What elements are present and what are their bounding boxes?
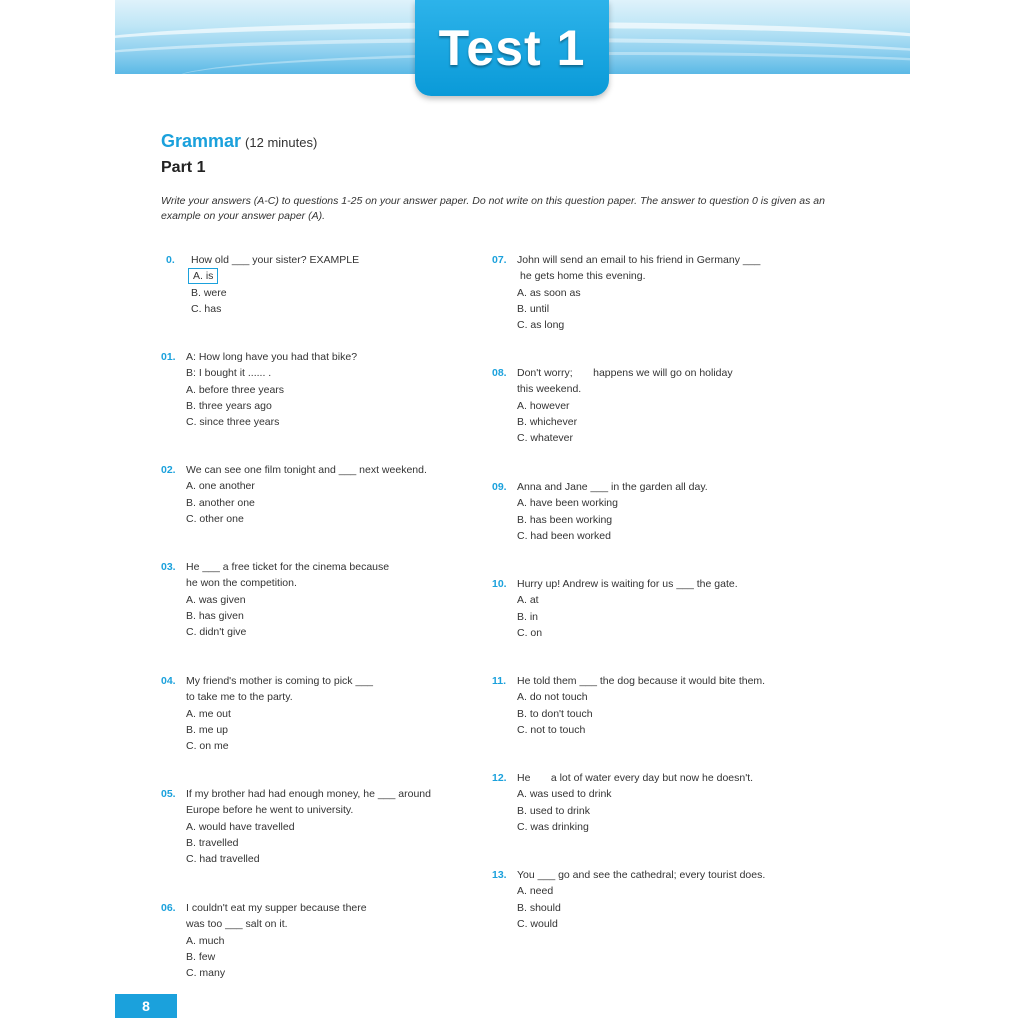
question-text: You ___ go and see the cathedral; every tourist does. <box>517 869 766 881</box>
question-number: 12. <box>492 772 507 784</box>
answer-option: C. as long <box>517 319 565 332</box>
question-item <box>161 900 367 981</box>
question-number: 0. <box>166 254 175 266</box>
test-title: Test 1 <box>438 20 586 76</box>
answer-option: A. one another <box>186 480 255 493</box>
question-number: 09. <box>492 481 507 493</box>
answer-option: C. has <box>191 302 222 315</box>
question-number: 11. <box>492 675 507 687</box>
answer-option: C. whatever <box>517 432 574 445</box>
question-text: was too ___ salt on it. <box>186 918 288 931</box>
question-text: How old ___ your sister? EXAMPLE <box>191 254 360 266</box>
answer-option: C. not to touch <box>517 723 586 736</box>
answer-option: A. was given <box>186 593 246 606</box>
section-title: Grammar <box>161 131 242 151</box>
answer-option: B. should <box>517 901 561 914</box>
answer-option: B. three years ago <box>186 399 272 412</box>
question-item <box>492 867 765 932</box>
instructions: Write your answers (A-C) to questions 1-25 on your answer paper. Do not write on this question paper. The answer to question 0 is given as an example on your answer paper (A). <box>161 195 825 222</box>
section-heading <box>161 131 317 152</box>
answer-option: B. were <box>191 286 227 299</box>
question-item <box>161 559 389 640</box>
answer-option: A. need <box>517 885 554 898</box>
answer-option: B. used to drink <box>517 804 590 817</box>
question-text: he won the competition. <box>186 577 297 590</box>
question-text: If my brother had had enough money, he ___ around <box>186 788 431 800</box>
question-text: B: I bought it ...... . <box>186 367 272 380</box>
question-number: 01. <box>161 351 176 363</box>
answer-option: C. since three years <box>186 416 280 429</box>
answer-option: A. before three years <box>186 383 285 396</box>
question-text: My friend's mother is coming to pick ___ <box>186 675 373 687</box>
answer-option: C. on <box>517 626 543 639</box>
question-text: John will send an email to his friend in Germany ___ <box>517 254 761 266</box>
answer-option: B. in <box>517 610 539 623</box>
answer-option: C. had been worked <box>517 529 611 542</box>
question-item <box>161 462 427 527</box>
question-item <box>492 576 738 641</box>
example-answer-box: A. is <box>188 268 218 284</box>
answer-option: A. at <box>517 594 539 607</box>
question-item <box>161 349 357 430</box>
question-number: 13. <box>492 869 507 881</box>
test-title-box <box>415 0 609 96</box>
answer-option: A. do not touch <box>517 691 588 704</box>
answer-option: C. had travelled <box>186 853 260 866</box>
answer-option: B. whichever <box>517 415 578 428</box>
question-text: Hurry up! Andrew is waiting for us ___ the gate. <box>517 578 738 590</box>
question-number: 02. <box>161 464 176 476</box>
question-number: 05. <box>161 788 176 800</box>
question-text: He ___ a free ticket for the cinema because <box>186 561 390 573</box>
answer-option: A. much <box>186 934 225 947</box>
question-number: 08. <box>492 367 507 379</box>
question-item <box>492 252 760 333</box>
section-duration: (12 minutes) <box>245 135 318 150</box>
question-text: Don't worry; happens we will go on holiday <box>517 367 733 379</box>
question-number: 04. <box>161 675 176 687</box>
question-item <box>492 479 708 544</box>
answer-option: C. other one <box>186 512 244 525</box>
question-item <box>161 673 373 754</box>
page-number: 8 <box>115 994 177 1018</box>
question-text: I couldn't eat my supper because there <box>186 902 367 914</box>
question-text: Anna and Jane ___ in the garden all day. <box>517 481 708 493</box>
question-text: A: How long have you had that bike? <box>186 351 358 363</box>
question-number: 07. <box>492 254 507 266</box>
answer-option: C. many <box>186 967 226 980</box>
answer-option: A. have been working <box>517 497 618 510</box>
question-text: Europe before he went to university. <box>186 804 354 817</box>
answer-option: B. to don't touch <box>517 707 593 720</box>
question-item <box>161 786 431 867</box>
answer-option: A. was used to drink <box>517 788 612 801</box>
answer-option: C. was drinking <box>517 820 589 833</box>
question-item <box>492 673 765 738</box>
question-number: 10. <box>492 578 507 590</box>
answer-option: B. has given <box>186 609 244 622</box>
answer-option: B. another one <box>186 496 255 509</box>
answer-option: A. as soon as <box>517 286 581 299</box>
question-text: He a lot of water every day but now he doesn't. <box>517 772 754 784</box>
question-number: 03. <box>161 561 176 573</box>
answer-option: C. on me <box>186 740 229 753</box>
answer-option: B. travelled <box>186 836 239 849</box>
question-text: He told them ___ the dog because it would bite them. <box>517 675 766 687</box>
question-item <box>166 252 359 317</box>
question-text: this weekend. <box>517 383 582 396</box>
answer-option: A. however <box>517 399 570 412</box>
question-item <box>492 365 733 446</box>
question-item <box>492 770 753 835</box>
answer-option: B. me up <box>186 723 229 736</box>
answer-option: C. didn't give <box>186 626 247 639</box>
question-number: 06. <box>161 902 176 914</box>
question-text: to take me to the party. <box>186 691 293 704</box>
answer-option: B. few <box>186 950 216 963</box>
question-text: he gets home this evening. <box>520 270 646 283</box>
answer-option: B. until <box>517 302 550 315</box>
question-text: We can see one film tonight and ___ next weekend. <box>186 464 427 476</box>
answer-option: C. would <box>517 917 558 930</box>
answer-option: A. would have travelled <box>186 820 295 833</box>
answer-option: B. has been working <box>517 513 613 526</box>
part-title: Part 1 <box>161 159 206 176</box>
answer-option: A. me out <box>186 707 231 720</box>
